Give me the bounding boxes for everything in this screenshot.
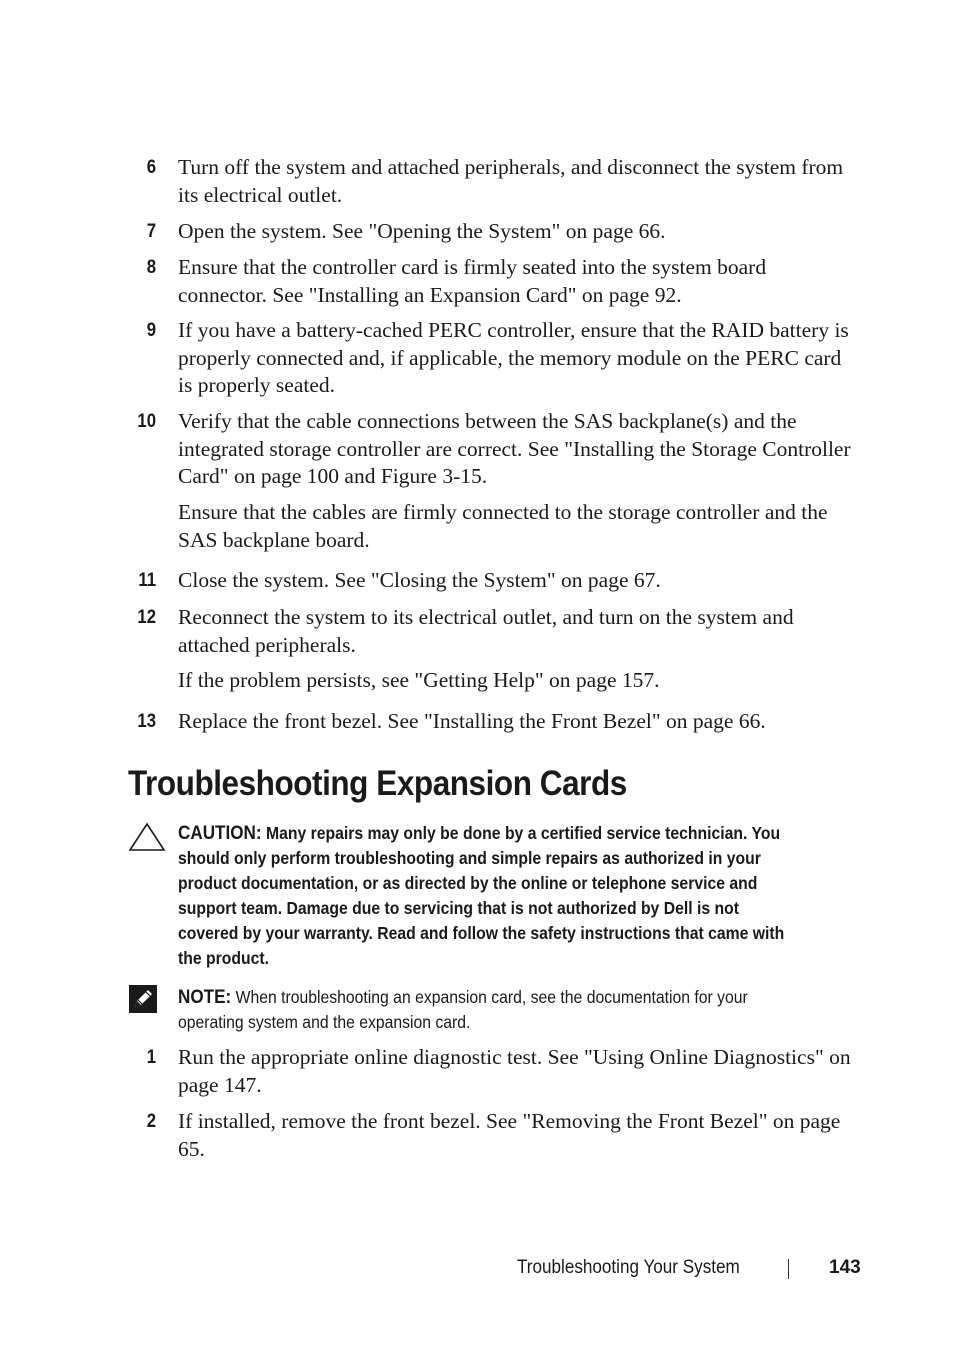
step-number: 2 <box>146 1111 156 1132</box>
caution-text: Many repairs may only be done by a certified service technician. You should only perform troubleshooting and simple repairs as authorized in your product documentation, or as directed by the online or telephone service and support team. Damage due to servicing that is not authorized by Dell is not covered by your warranty. Read and follow the safety instructions that came with the product. <box>178 823 785 968</box>
step-number: 10 <box>137 411 156 432</box>
step-number: 13 <box>137 711 156 732</box>
note-label: NOTE: <box>178 987 232 1008</box>
step-text: Reconnect the system to its electrical outlet, and turn on the system and attached peripherals. <box>178 605 794 657</box>
step-number: 12 <box>137 607 156 628</box>
step-text: Open the system. See "Opening the System" on page 66. <box>178 219 666 243</box>
step-number: 6 <box>146 157 156 178</box>
step-text: If installed, remove the front bezel. See "Removing the Front Bezel" on page 65. <box>178 1109 841 1161</box>
step-10-extra: Ensure that the cables are firmly connected to the storage controller and the SAS backplane board. <box>178 500 828 552</box>
note <box>178 985 799 1035</box>
step-text: Ensure that the controller card is firmly seated into the system board connector. See "Installing an Expansion Card" on page 92. <box>178 255 767 307</box>
step-number: 8 <box>146 257 156 278</box>
step-text: Replace the front bezel. See "Installing the Front Bezel" on page 66. <box>178 709 766 733</box>
footer-divider <box>788 1259 789 1279</box>
step-number: 1 <box>146 1047 156 1068</box>
step-text: Run the appropriate online diagnostic test. See "Using Online Diagnostics" on page 147. <box>178 1045 851 1097</box>
step-12-extra: If the problem persists, see "Getting Help" on page 157. <box>178 668 660 692</box>
step-number: 9 <box>146 320 156 341</box>
note-pencil-icon <box>128 984 158 1019</box>
step-text: If you have a battery-cached PERC controller, ensure that the RAID battery is properly connected and, if applicable, the memory module on the PERC card is properly seated. <box>178 318 849 397</box>
section-heading: Troubleshooting Expansion Cards <box>128 764 627 803</box>
footer-section-title: Troubleshooting Your System <box>517 1257 740 1278</box>
step-text: Close the system. See "Closing the System" on page 67. <box>178 568 661 592</box>
note-text: When troubleshooting an expansion card, see the documentation for your operating system and the expansion card. <box>178 987 748 1032</box>
caution-triangle-icon <box>128 822 166 857</box>
step-text: Verify that the cable connections between the SAS backplane(s) and the integrated storage controller are correct. See "Installing the Storage Controller Card" on page 100 and Figure 3-15. <box>178 409 851 488</box>
caution-notice <box>178 821 799 971</box>
caution-label: CAUTION: <box>178 823 262 844</box>
page-number: 143 <box>829 1257 861 1278</box>
step-number: 11 <box>138 570 156 591</box>
step-number: 7 <box>146 221 156 242</box>
step-text: Turn off the system and attached peripherals, and disconnect the system from its electrical outlet. <box>178 155 844 207</box>
